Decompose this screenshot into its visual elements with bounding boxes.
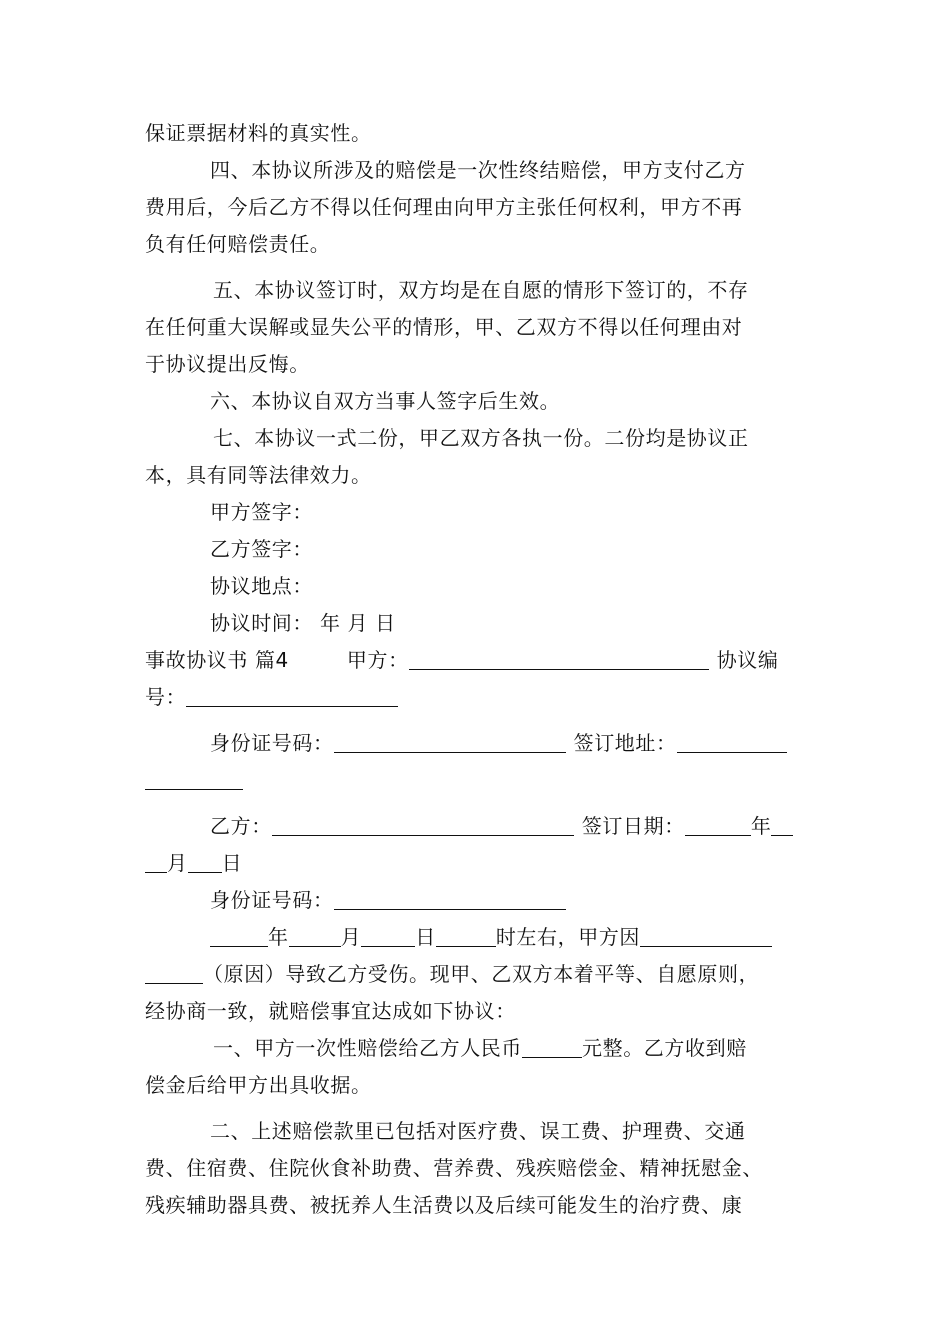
clause-2-line: 二、上述赔偿款里已包括对医疗费、误工费、护理费、交通 bbox=[210, 1119, 746, 1143]
paragraph-line: 于协议提出反悔。 bbox=[145, 352, 310, 376]
paragraph-line: 本，具有同等法律效力。 bbox=[145, 463, 372, 487]
paragraph-line: 残疾辅助器具费、被抚养人生活费以及后续可能发生的治疗费、康 bbox=[145, 1193, 743, 1217]
incident-year-blank bbox=[210, 926, 268, 947]
agreement-number-blank bbox=[186, 686, 398, 707]
id-number-label: 身份证号码： bbox=[210, 731, 334, 755]
agreement-number-line bbox=[145, 679, 810, 716]
year-label: 年 bbox=[750, 814, 772, 838]
clause-5-line: 五、本协议签订时，双方均是在自愿的情形下签订的，不存 bbox=[213, 278, 749, 302]
section-heading-line bbox=[145, 642, 810, 679]
day-label: 日 bbox=[221, 851, 243, 875]
month-blank bbox=[771, 815, 793, 836]
clause-1-line bbox=[145, 1030, 810, 1067]
paragraph-line: 偿金后给甲方出具收据。 bbox=[145, 1073, 372, 1097]
amount-blank bbox=[522, 1037, 582, 1058]
incident-hour-blank bbox=[436, 926, 496, 947]
clause-7-line: 七、本协议一式二份，甲乙双方各执一份。二份均是协议正 bbox=[213, 426, 749, 450]
paragraph-line: 保证票据材料的真实性。 bbox=[145, 121, 372, 145]
section-title: 事故协议书 篇4 bbox=[145, 648, 289, 672]
month-label: 月 bbox=[167, 851, 188, 875]
party-b-id-line bbox=[145, 882, 810, 919]
id-number-blank bbox=[334, 889, 566, 910]
id-number-blank bbox=[334, 732, 566, 753]
day-blank bbox=[188, 852, 222, 873]
document-page bbox=[145, 115, 810, 1224]
sign-date-label: 签订日期： bbox=[581, 814, 685, 838]
id-number-label: 身份证号码： bbox=[210, 888, 334, 912]
party-b-label: 乙方： bbox=[210, 814, 272, 838]
clause-4-line: 四、本协议所涉及的赔偿是一次性终结赔偿，甲方支付乙方 bbox=[210, 158, 746, 182]
year-label: 年 bbox=[268, 925, 289, 949]
cause-blank-cont bbox=[145, 963, 203, 984]
party-a-signature-label: 甲方签字： bbox=[210, 500, 313, 524]
agreement-time-label: 协议时间： 年 月 日 bbox=[210, 611, 396, 635]
party-a-label: 甲方： bbox=[346, 648, 409, 672]
sign-address-label: 签订地址： bbox=[573, 731, 677, 755]
year-blank bbox=[685, 815, 751, 836]
id-sign-address-line bbox=[145, 725, 810, 762]
date-continuation bbox=[145, 845, 810, 882]
incident-day-blank bbox=[361, 926, 415, 947]
incident-month-blank bbox=[289, 926, 341, 947]
sign-address-blank-cont bbox=[145, 769, 243, 790]
cause-text: （原因）导致乙方受伤。现甲、乙双方本着平等、自愿原则， bbox=[203, 962, 760, 986]
day-label: 日 bbox=[415, 925, 436, 949]
party-a-blank bbox=[409, 649, 709, 670]
compensation-text: 一、甲方一次性赔偿给乙方人民币 bbox=[213, 1036, 522, 1060]
clause-6-line: 六、本协议自双方当事人签字后生效。 bbox=[210, 389, 561, 413]
paragraph-line: 经协商一致，就赔偿事宜达成如下协议： bbox=[145, 999, 516, 1023]
sign-address-blank bbox=[677, 732, 787, 753]
cause-line bbox=[145, 956, 810, 993]
party-b-blank bbox=[272, 815, 574, 836]
paragraph-line: 在任何重大误解或显失公平的情形，甲、乙双方不得以任何理由对 bbox=[145, 315, 743, 339]
number-label-tail: 号： bbox=[145, 685, 187, 709]
paragraph-line: 费用后，今后乙方不得以任何理由向甲方主张任何权利，甲方不再 bbox=[145, 195, 743, 219]
paragraph-line: 费、住宿费、住院伙食补助费、营养费、残疾赔偿金、精神抚慰金、 bbox=[145, 1156, 763, 1180]
compensation-text-end: 元整。乙方收到赔 bbox=[582, 1036, 747, 1060]
incident-time-line bbox=[145, 919, 810, 956]
sign-address-continuation bbox=[145, 762, 810, 799]
party-b-date-line bbox=[145, 808, 810, 845]
agreement-place-label: 协议地点： bbox=[210, 574, 313, 598]
incident-time-text: 时左右，甲方因 bbox=[495, 925, 641, 949]
paragraph-line: 负有任何赔偿责任。 bbox=[145, 232, 331, 256]
cause-blank bbox=[640, 926, 772, 947]
month-label: 月 bbox=[340, 925, 362, 949]
party-b-signature-label: 乙方签字： bbox=[210, 537, 313, 561]
month-blank-cont bbox=[145, 852, 167, 873]
agreement-number-label: 协议编 bbox=[716, 648, 779, 672]
